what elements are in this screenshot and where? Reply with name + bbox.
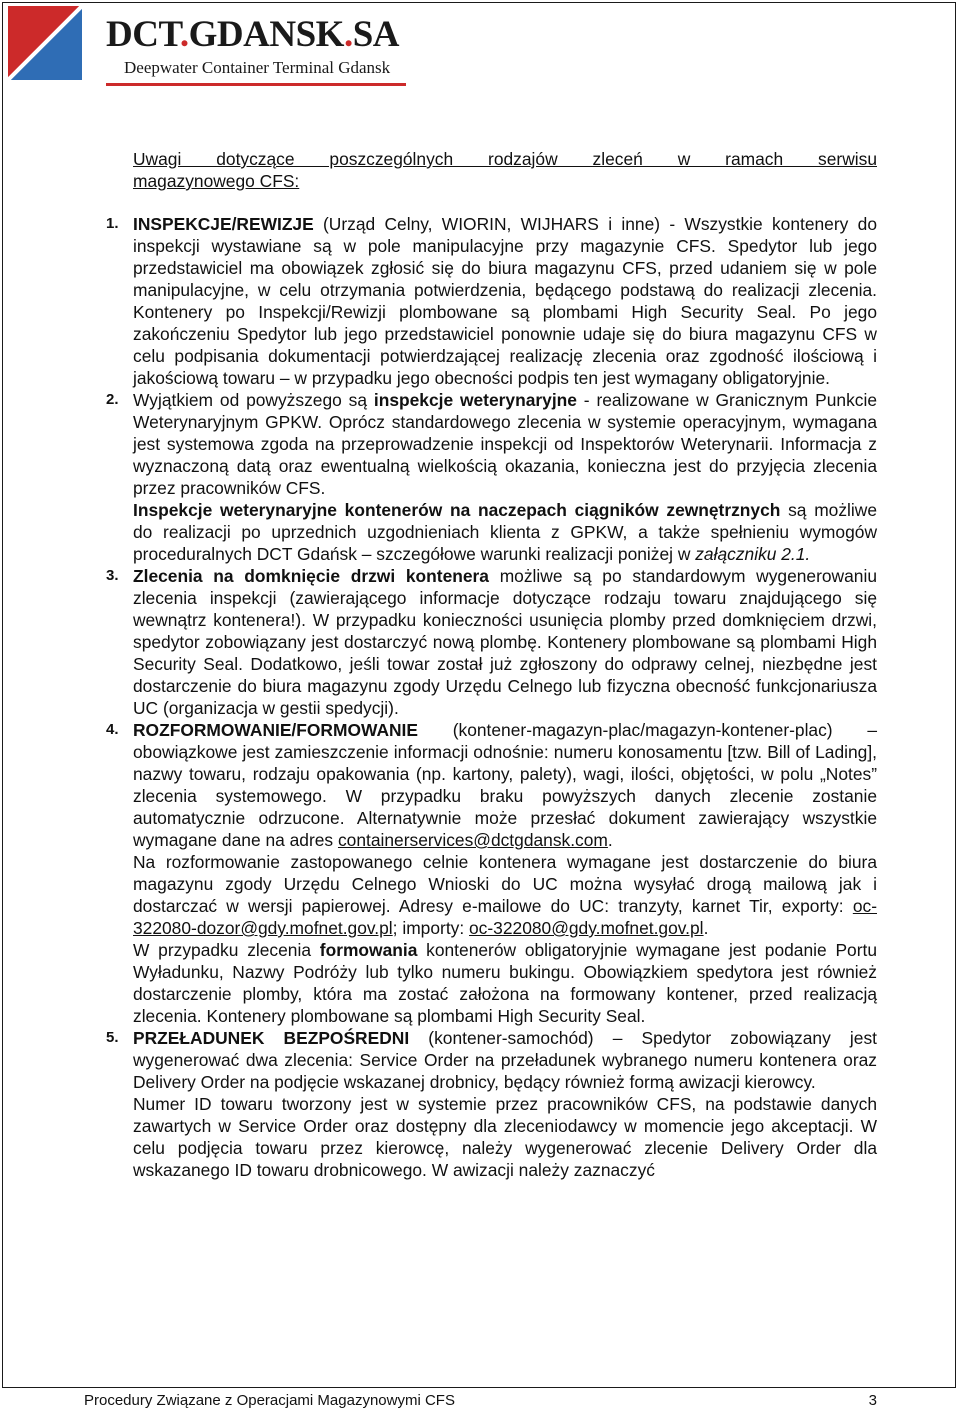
email-link[interactable]: oc-322080@gdy.mofnet.gov.pl [469, 918, 704, 938]
list-item-inspections [106, 213, 877, 389]
document-body [106, 148, 878, 1181]
paragraph: Numer ID towaru tworzony jest w systemie przez pracowników CFS, na podstawie danych zawartych w Service Order oraz dostępny dla zleceniodawcy w momencie jego akceptacji. W celu podjęcia towaru przez kierowcę, należy wygenerować zlecenie Delivery Order dla wskazanego ID towaru drobnicowego. W awizacji należy zaznaczyć [133, 1094, 877, 1180]
email-link[interactable]: oc-322080-dozor@gdy.mofnet.gov.pl [133, 896, 877, 938]
email-link[interactable]: containerservices@dctgdansk.com [337, 830, 608, 850]
page-number: 3 [868, 1392, 877, 1409]
logo-mark-icon [8, 6, 82, 80]
page-footer [84, 1391, 877, 1411]
company-logo [8, 6, 408, 86]
list-item-door-closing [106, 565, 877, 719]
list-item-direct-transfer [106, 1027, 877, 1181]
list-number: 4. [106, 721, 119, 738]
heading-line: magazynowego CFS: [133, 171, 300, 191]
paragraph: Wyjątkiem od powyższego są inspekcje weterynaryjne - realizowane w Granicznym Punkcie Weterynaryjnym GPKW. Oprócz standardowego zlecenia w systemie operacyjnym, wymagana jest systemowa zgoda na przeprowadzenie inspekcji od Inspektorów Weterynarii. Informacja z wyznaczoną datą oraz ewentualną wielkością okazania, konieczna jest do przyjęcia zlecenia przez pracowników CFS. [133, 390, 878, 498]
paragraph: PRZEŁADUNEK BEZPOŚREDNI (kontener-samochód) – Spedytor zobowiązany jest wygenerować dwa zlecenia: Service Order na przeładunek wybranego numeru kontenera oraz Delivery Order na podjęcie wskazanej drobnicy, będący również formą awizacji kierowcy. [133, 1028, 877, 1092]
logo-subtitle: Deepwater Container Terminal Gdansk [124, 58, 391, 77]
paragraph: Zlecenia na domknięcie drzwi kontenera możliwe są po standardowym wygenerowaniu zlecenia inspekcji (zawierającego informacje dotyczące rodzaju towaru znajdującego się wewnątrz kontenera!). W przypadku konieczności usunięcia plomby przed domknięciem drzwi, spedytor zobowiązany jest dostarczyć nową plombę. Kontenery plombowane są plombami High Security Seal. Dodatkowo, jeśli towar został już zgłoszony do odprawy celnej, niezbędne jest dostarczenie do biura magazynu zgody Urzędu Celnego lub fizyczna obecność funkcjonariusza UC (organizacja w gestii spedycji). [133, 566, 877, 718]
paragraph: ROZFORMOWANIE/FORMOWANIE (kontener-magazyn-plac/magazyn-kontener-plac) – obowiązkowe jest zamieszczenie informacji odnośnie: numeru konosamentu [tzw. Bill of Lading], nazwy towaru, rodzaju opakowania (np. kartony, palety), wagi, ilości, objętości, w polu „Notes” zlecenia systemowego. W przypadku braku powyższych danych zlecenie zostanie automatycznie odrzucone. Alternatywnie może przesłać dokument zawierający wszystkie wymagane dane na adres containerservices@dctgdansk.com. [133, 720, 877, 850]
logo-wordmark: DCT.GDANSK.SA [106, 14, 399, 55]
list-number: 3. [106, 567, 119, 584]
paragraph: INSPEKCJE/REWIZJE (Urząd Celny, WIORIN, WIJHARS i inne) - Wszystkie kontenery do inspekcji wystawiane są w pole manipulacyjne przy magazynie CFS. Spedytor lub jego przedstawiciel ma obowiązek zgłosić się do biura magazynu CFS, przed udaniem się w pole manipulacyjne, w celu otrzymania potwierdzenia, będącego podstawą do realizacji zlecenia. Kontenery po Inspekcji/Rewizji plombowane są plombami High Security Seal. Po jego zakończeniu Spedytor lub jego przedstawiciel ponownie udaje się do biura magazynu CFS w celu podpisania dokumentacji potwierdzającej realizację zlecenia oraz zgodność ilościową i jakościową towaru – w przypadku jego obecności podpis ten jest wymagany obligatoryjnie. [133, 214, 877, 388]
logo-underline [106, 83, 406, 86]
paragraph: Inspekcje weterynaryjne kontenerów na naczepach ciągników zewnętrznych są możliwe do realizacji po uprzednich uzgodnieniach klienta z GPKW, a także spełnieniu wymogów proceduralnych DCT Gdańsk – szczegółowe warunki realizacji poniżej w załączniku 2.1. [133, 500, 878, 564]
paragraph: Na rozformowanie zastopowanego celnie kontenera wymagane jest dostarczenie do biura magazynu zgody Urzędu Celnego Wnioski do UC można wysyłać drogą mailową jak i dostarczać w wersji papierowej. Adresy e-mailowe do UC: tranzyty, karnet Tir, exporty: oc-322080-dozor@gdy.mofnet.gov.pl; importy: oc-322080@gdy.mofnet.gov.pl. [133, 852, 877, 938]
list-item-stuffing [106, 719, 878, 1027]
footer-title: Procedury Związane z Operacjami Magazynowymi CFS [84, 1392, 455, 1409]
heading-line: Uwagi dotyczące poszczególnych rodzajów zleceń w ramach serwisu [133, 149, 877, 169]
list-item-veterinary [106, 389, 878, 565]
section-heading [133, 148, 877, 192]
list-number: 5. [106, 1029, 119, 1046]
paragraph: W przypadku zlecenia formowania kontenerów obligatoryjnie wymagane jest podanie Portu Wyładunku, Nazwy Podróży lub tylko numeru bukingu. Obowiązkiem spedytora jest również dostarczenie plomby, która ma zostać założona na formowany kontener, przed realizacją zlecenia. Kontenery plombowane są plombami High Security Seal. [133, 940, 878, 1026]
list-number: 2. [106, 391, 119, 408]
list-number: 1. [106, 215, 119, 232]
